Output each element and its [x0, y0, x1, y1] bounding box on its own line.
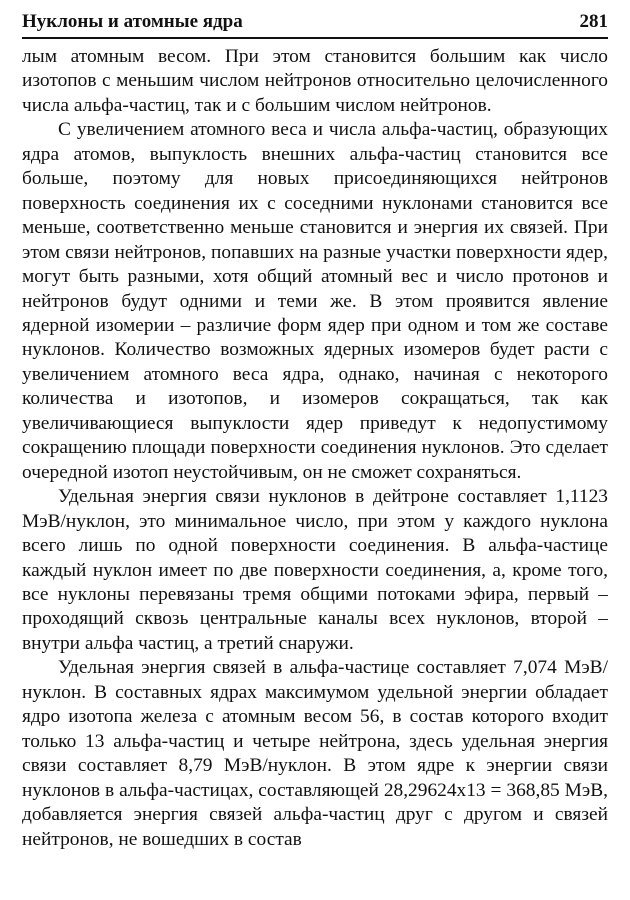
- chapter-title: Нуклоны и атомные ядра: [22, 11, 243, 32]
- header-rule: [22, 37, 608, 39]
- page-body: [22, 45, 608, 852]
- paragraph: Удельная энергия связи нуклонов в дейтроне составляет 1,1123 МэВ/нуклон, это минимальное число, при этом у каждого нуклона всего лишь по одной поверхности соединения. В альфа-частице каждый нуклон имеет по две поверхности соединения, а, кроме того, все нуклоны перевязаны тремя общими потоками эфира, первый – проходящий сквозь центральные каналы всех нуклонов, второй – внутри альфа частиц, а третий снаружи.: [22, 486, 608, 654]
- paragraph: Удельная энергия связей в альфа-частице составляет 7,074 МэВ/нуклон. В составных ядрах максимумом удельной энергии обладает ядро изотопа железа с атомным весом 56, в состав которого входит только 13 альфа-частиц и четыре нейтрона, здесь удельная энергия связи составляет 8,79 МэВ/нуклон. В этом ядре к энергии связи нуклонов в альфа-частицах, составляющей 28,29624х13 = 368,85 МэВ, добавляется энергия связей альфа-частиц друг с другом и связей нейтронов, не вошедших в состав: [22, 657, 608, 850]
- page-number: 281: [579, 11, 608, 32]
- book-page: [22, 8, 608, 892]
- paragraph: С увеличением атомного веса и числа альфа-частиц, образующих ядра атомов, выпуклость внешних альфа-частиц становится все больше, поэтому для новых присоединяющихся нейтронов поверхность соединения их с соседними нуклонами становится все меньше, соответственно меньше становится и энергия их связей. При этом связи нейтронов, попавших на разные участки поверхности ядер, могут быть разными, хотя общий атомный вес и число протонов и нейтронов будут одними и теми же. В этом проявится явление ядерной изомерии – различие форм ядер при одном и том же составе нуклонов. Количество возможных ядерных изомеров будет расти с увеличением атомного веса ядра, однако, начиная с некоторого количества и изотопов, и изомеров сокращаться, так как увеличивающиеся выпуклости ядер приведут к недопустимому сокращению площади поверхности соединения нуклонов. Это сделает очередной изотоп неустойчивым, он не сможет сохраняться.: [22, 119, 608, 483]
- running-header: [22, 8, 608, 35]
- paragraph-continued: лым атомным весом. При этом становится большим как число изотопов с меньшим числом нейтронов относительно целочисленного числа альфа-частиц, так и с большим числом нейтронов.: [22, 46, 608, 116]
